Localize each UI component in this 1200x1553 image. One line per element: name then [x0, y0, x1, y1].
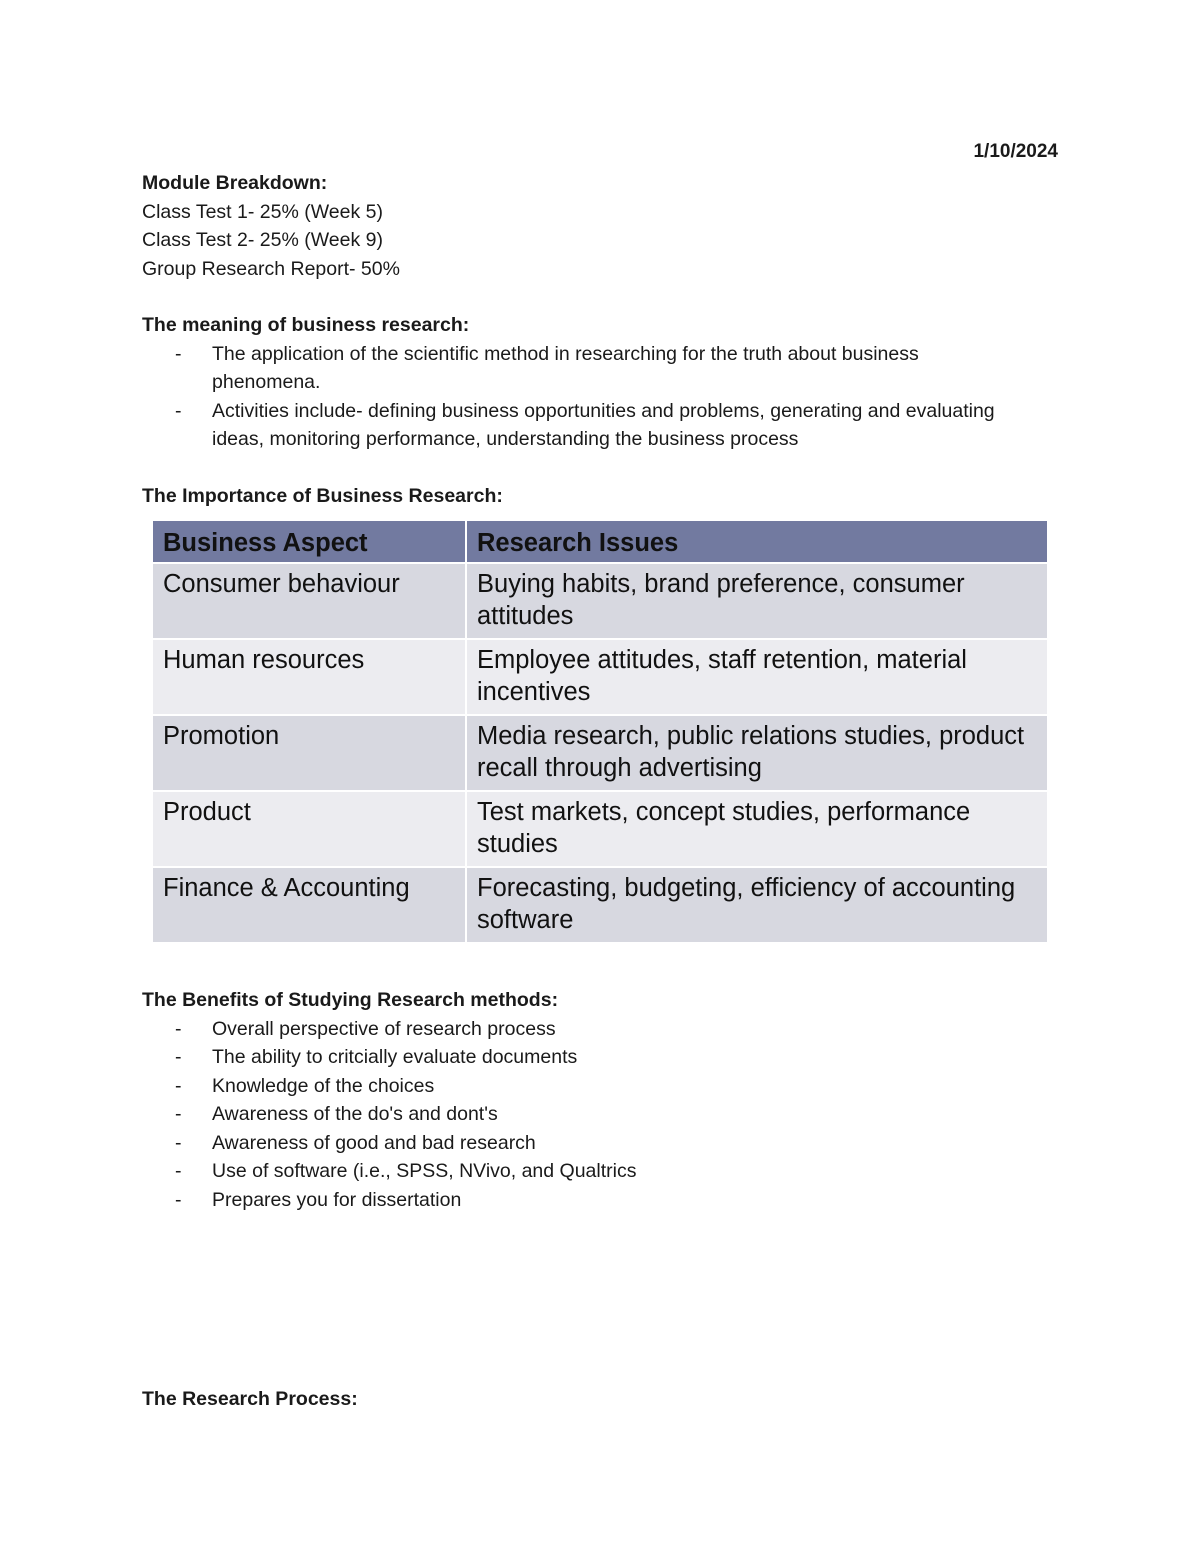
module-line: Class Test 1- 25% (Week 5)	[142, 200, 383, 223]
list-item-text: The application of the scientific method in researching for the truth about business phenomena.	[212, 342, 919, 393]
list-item-text: Activities include- defining business opportunities and problems, generating and evaluating ideas, monitoring performance, understanding the business process	[212, 399, 995, 450]
list-item-text: Prepares you for dissertation	[212, 1188, 462, 1211]
list-item	[142, 397, 1002, 454]
dash-marker: -	[175, 399, 182, 422]
table-cell-aspect: Human resources	[152, 639, 466, 715]
table-cell-aspect: Finance & Accounting	[152, 867, 466, 943]
dash-marker: -	[175, 342, 182, 365]
table-cell-issues: Media research, public relations studies, product recall through advertising	[466, 715, 1048, 791]
table-cell-issues: Buying habits, brand preference, consumer attitudes	[466, 563, 1048, 639]
table-cell-aspect: Consumer behaviour	[152, 563, 466, 639]
list-item-text: The ability to critcially evaluate documents	[212, 1046, 578, 1068]
list-item-text: Awareness of good and bad research	[212, 1131, 536, 1154]
importance-table	[151, 519, 1049, 944]
list-item	[142, 1043, 1058, 1072]
list-item	[142, 1129, 1058, 1158]
dash-marker: -	[175, 1074, 182, 1097]
table-row	[152, 715, 1048, 791]
list-item	[142, 1072, 1058, 1101]
table-cell-issues: Test markets, concept studies, performance studies	[466, 791, 1048, 867]
document-date: 1/10/2024	[973, 141, 1058, 162]
table-header-row	[152, 520, 1048, 563]
dash-marker: -	[175, 1103, 182, 1125]
list-item-text: Overall perspective of research process	[212, 1017, 556, 1040]
benefits-section	[142, 986, 1058, 1214]
benefits-list	[142, 1015, 1058, 1215]
list-item	[142, 1186, 1058, 1215]
list-item-text: Awareness of the do's and dont's	[212, 1103, 498, 1125]
list-item	[142, 1157, 1058, 1186]
list-item	[142, 1015, 1058, 1044]
meaning-list	[142, 340, 1058, 454]
dash-marker: -	[175, 1046, 182, 1068]
table-row	[152, 867, 1048, 943]
module-line: Class Test 2- 25% (Week 9)	[142, 229, 383, 251]
module-breakdown-heading: Module Breakdown:	[142, 172, 328, 194]
module-breakdown-section	[142, 169, 1058, 283]
meaning-heading: The meaning of business research:	[142, 314, 470, 336]
table-row	[152, 791, 1048, 867]
research-process-heading: The Research Process:	[142, 1388, 358, 1410]
table-row	[152, 639, 1048, 715]
list-item	[142, 340, 1002, 397]
table-header-issues: Research Issues	[466, 520, 1048, 563]
dash-marker: -	[175, 1017, 182, 1040]
list-item	[142, 1100, 1058, 1129]
dash-marker: -	[175, 1188, 182, 1211]
table-cell-issues: Employee attitudes, staff retention, material incentives	[466, 639, 1048, 715]
list-item-text: Knowledge of the choices	[212, 1074, 435, 1097]
module-line: Group Research Report- 50%	[142, 257, 400, 280]
table-cell-aspect: Promotion	[152, 715, 466, 791]
importance-heading: The Importance of Business Research:	[142, 485, 503, 507]
table-cell-issues: Forecasting, budgeting, efficiency of accounting software	[466, 867, 1048, 943]
table-header-aspect: Business Aspect	[152, 520, 466, 563]
table-row	[152, 563, 1048, 639]
list-item-text: Use of software (i.e., SPSS, NVivo, and Qualtrics	[212, 1160, 637, 1182]
dash-marker: -	[175, 1131, 182, 1154]
meaning-section	[142, 311, 1058, 454]
dash-marker: -	[175, 1160, 182, 1182]
table-cell-aspect: Product	[152, 791, 466, 867]
benefits-heading: The Benefits of Studying Research methods:	[142, 989, 559, 1011]
